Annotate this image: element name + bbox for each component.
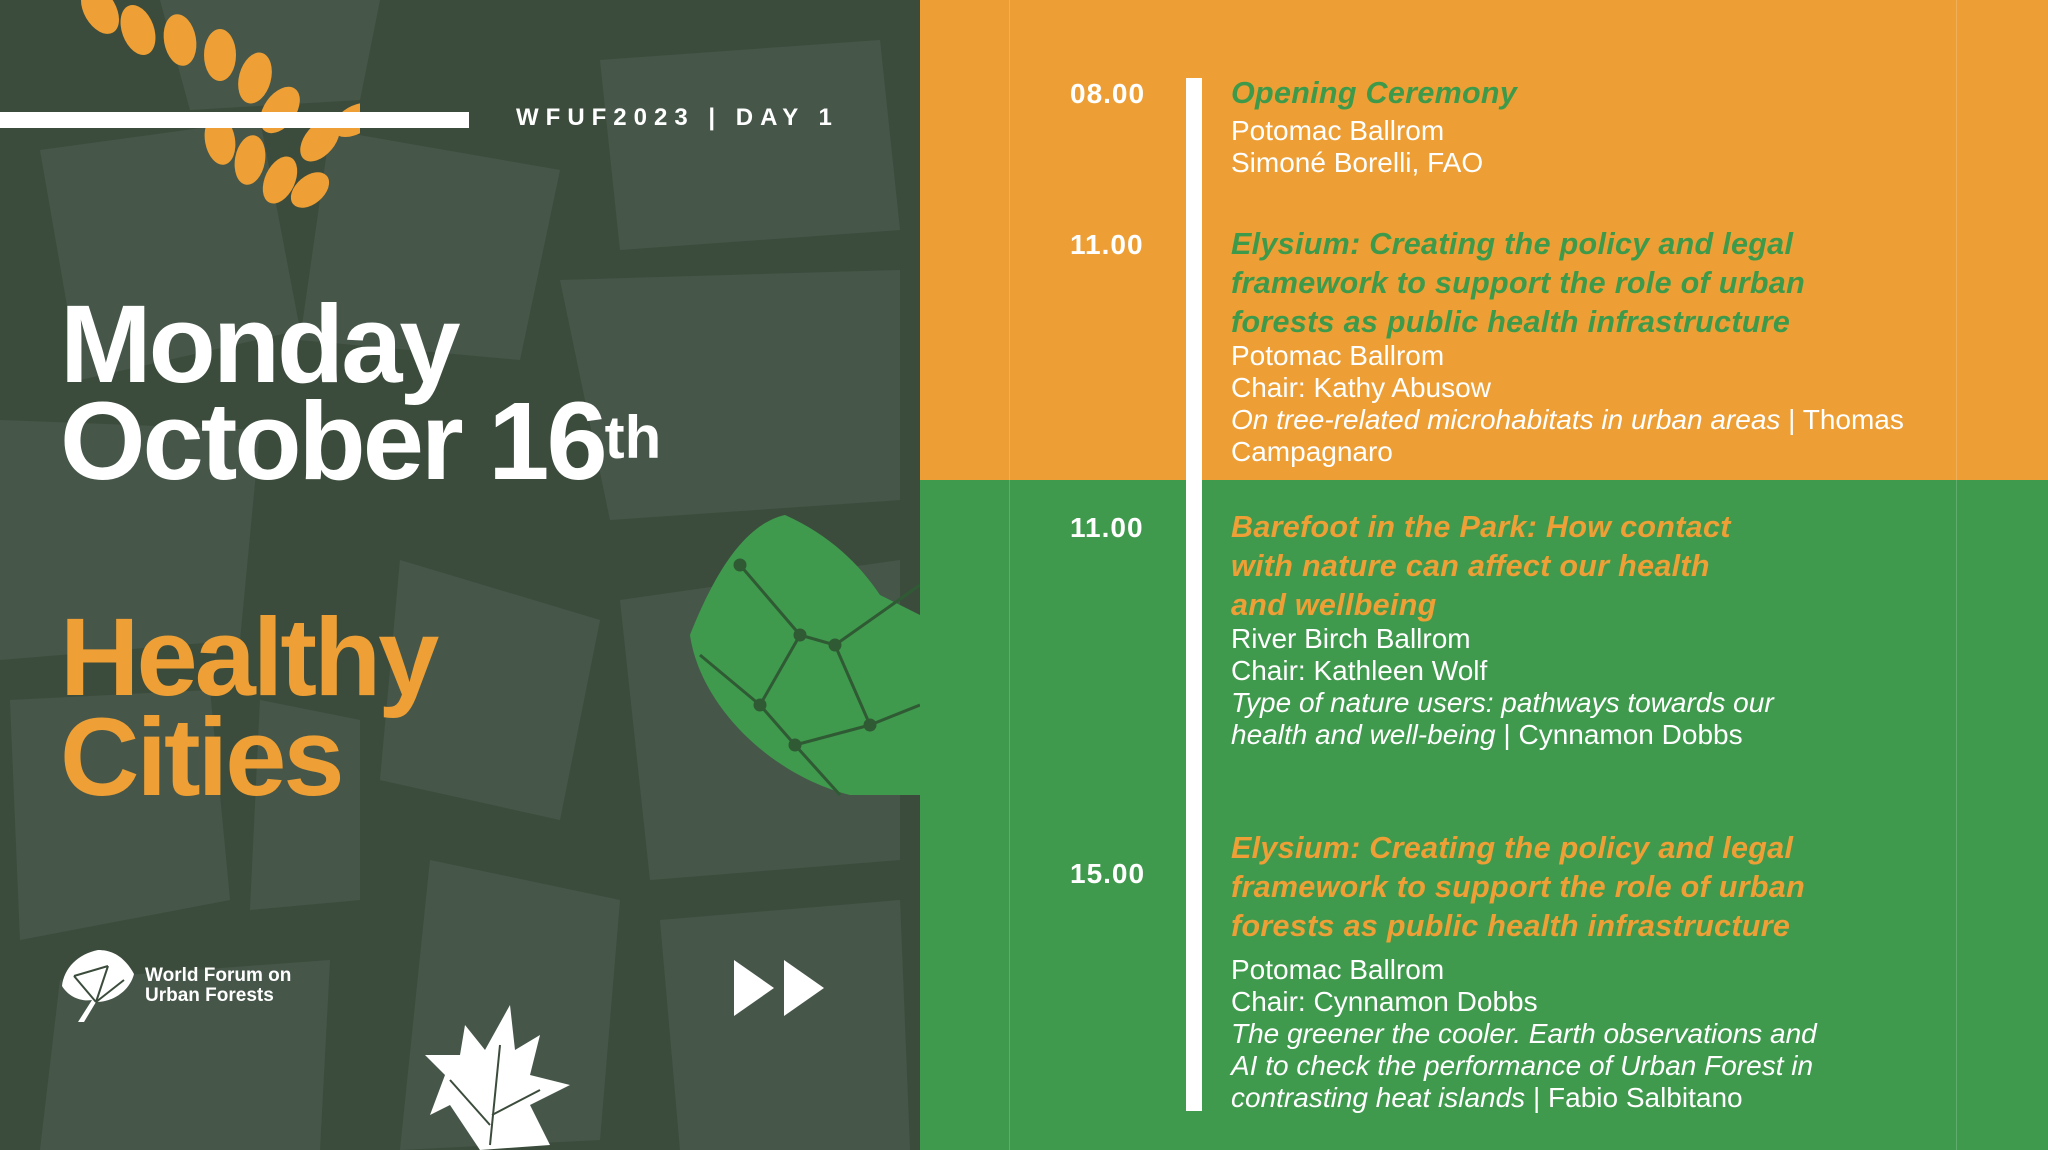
session-time: 15.00 [1070,858,1146,889]
session-talk [1231,1082,1951,1114]
session-time: 08.00 [1070,78,1146,109]
column-guide-right [1956,0,1957,1150]
header-rule [0,112,469,128]
date-suffix: th [604,404,662,471]
talk-title: On tree-related microhabitats in urban areas [1231,404,1781,435]
date-heading [60,283,662,503]
session-chair: Chair: Kathleen Wolf [1231,655,1488,686]
theme-line-2: Cities [60,696,342,819]
fast-forward-icon[interactable] [734,960,830,1016]
session-room: Potomac Ballrom [1231,340,1445,371]
session-talk [1231,719,1951,751]
session-chair: Simoné Borelli, FAO [1231,147,1484,178]
session-time: 11.00 [1070,229,1144,260]
session-room: Potomac Ballrom [1231,115,1445,146]
session-title-line: forests as public health infrastructure [1231,305,1791,339]
hero-panel [0,0,920,1150]
session-title-line: framework to support the role of urban [1231,870,1805,904]
session-title: Opening Ceremony [1231,76,1518,110]
talk-speaker: | Cynnamon Dobbs [1495,719,1743,750]
session-room: Potomac Ballrom [1231,954,1445,985]
session-title-line: with nature can affect our health [1231,549,1710,583]
date-text: October 16 [60,380,605,503]
column-guide-left [1009,0,1010,1150]
theme-line-1: Healthy [60,596,437,719]
talk-speaker: | Thomas Campagnaro [1231,404,1904,467]
session-item [1231,74,1951,179]
session-title [1231,508,1951,625]
session-chair: Chair: Kathy Abusow [1231,372,1491,403]
organization-name [145,966,291,1006]
session-item [1231,225,1951,468]
session-title-line: Elysium: Creating the policy and legal [1231,227,1794,261]
talk-title-line: Type of nature users: pathways towards our [1231,687,1774,718]
session-chair: Chair: Cynnamon Dobbs [1231,986,1538,1017]
theme-heading [60,596,437,819]
session-item [1231,508,1951,751]
talk-title-line: AI to check the performance of Urban Forest in [1231,1050,1814,1081]
session-title [1231,829,1951,946]
session-talk [1231,404,1951,468]
talk-speaker: | Fabio Salbitano [1525,1082,1743,1113]
maple-leaf-decoration [420,1005,580,1150]
weekday: Monday [60,283,458,406]
session-title-line: framework to support the role of urban [1231,266,1805,300]
session-title-line: Barefoot in the Park: How contact [1231,510,1731,544]
session-title-line: Elysium: Creating the policy and legal [1231,831,1794,865]
session-item [1231,829,1951,1114]
event-day-tagline: WFUF2023 | DAY 1 [516,104,839,131]
organization-name-line-2: Urban Forests [145,985,274,1006]
leaf-logo-icon [58,946,138,1026]
talk-title-line: contrasting heat islands [1231,1082,1526,1113]
timeline-bar [1186,78,1202,1111]
ginkgo-leaf-decoration [680,505,920,805]
session-title-line: and wellbeing [1231,588,1437,622]
talk-title-line: health and well-being [1231,719,1496,750]
date-line [60,380,662,503]
session-title [1231,225,1951,342]
organization-name-line-1: World Forum on [145,965,292,986]
session-title-line: forests as public health infrastructure [1231,909,1791,943]
session-time: 11.00 [1070,512,1144,543]
session-room: River Birch Ballrom [1231,623,1471,654]
talk-title-line: The greener the cooler. Earth observations and [1231,1018,1817,1049]
